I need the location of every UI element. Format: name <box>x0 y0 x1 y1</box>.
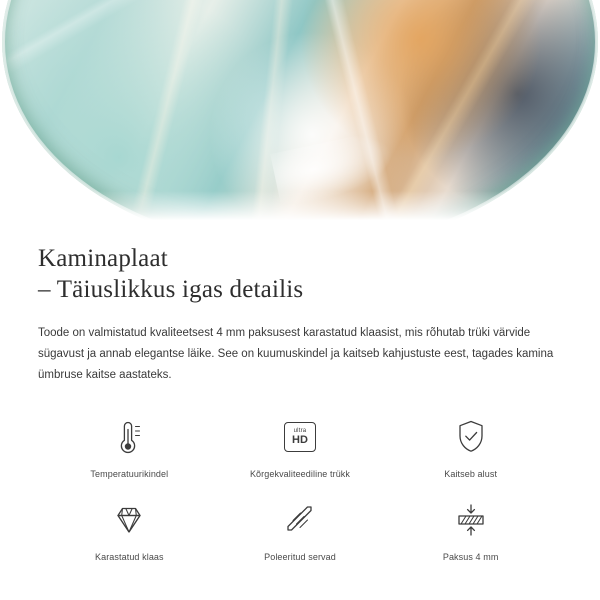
content-block <box>0 225 600 562</box>
feature-item-polished-edges <box>215 497 386 562</box>
polished-edges-icon <box>279 497 321 543</box>
page-title-line2: – Täiuslikkus igas detailis <box>38 276 304 303</box>
feature-item-thickness <box>385 497 556 562</box>
feature-label: Paksus 4 mm <box>442 552 499 562</box>
page-title <box>38 243 562 305</box>
feature-label: Poleeritud servad <box>264 552 336 562</box>
hero-image <box>0 0 600 225</box>
feature-item-print-quality <box>215 414 386 479</box>
feature-item-temperature <box>44 414 215 479</box>
thickness-arrows-icon <box>450 497 492 543</box>
feature-item-surface-protection <box>385 414 556 479</box>
product-description: Toode on valmistatud kvaliteetsest 4 mm paksusest karastatud klaasist, mis rõhutab trüki värvide sügavust ja annab elegantse läike. See on kuumuskindel ja kaitseb kahjustuste eest, tagades kamina ümbruse kaitse aastateks. <box>38 327 554 381</box>
ultra-hd-icon: ultra HD <box>284 414 316 460</box>
feature-label: Kaitseb alust <box>444 469 498 479</box>
diamond-icon <box>108 497 150 543</box>
feature-label: Karastatud klaas <box>95 552 164 562</box>
feature-label: Temperatuurikindel <box>90 469 169 479</box>
thermometer-icon <box>108 414 150 460</box>
shield-check-icon <box>450 414 492 460</box>
feature-label: Kõrgekvaliteediline trükk <box>249 469 351 479</box>
hero-plate-mask <box>0 0 600 225</box>
page-title-line1: Kaminaplaat <box>38 245 168 272</box>
feature-grid <box>38 414 562 562</box>
feature-item-tempered-glass <box>44 497 215 562</box>
